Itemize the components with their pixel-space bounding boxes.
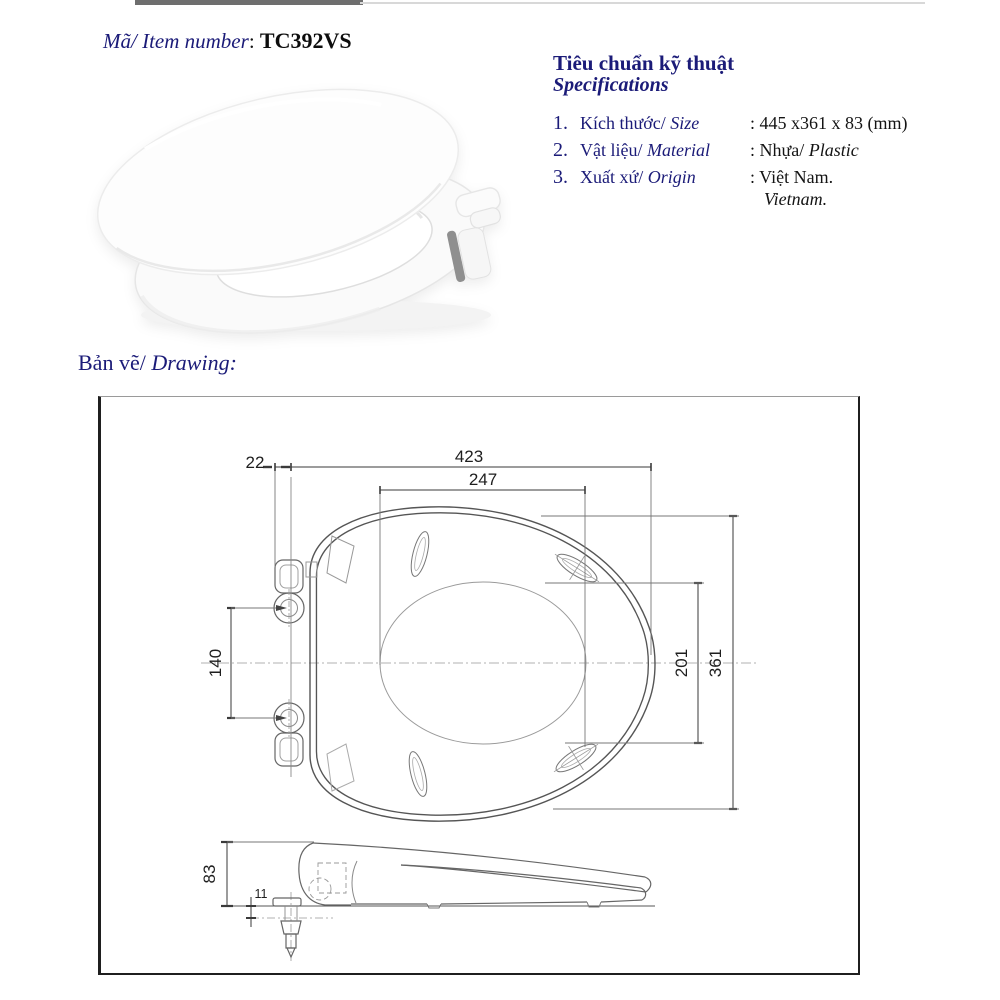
dim-total-length-label: 423 [454, 447, 484, 466]
spec-label-vi: Vật liệu/ [580, 140, 643, 160]
hinge-slot [446, 224, 492, 282]
dim-rear-offset-label: 22 [245, 453, 265, 472]
hinge-plate-detail [327, 536, 354, 583]
spec-label-vi: Kích thước/ [580, 113, 666, 133]
technical-drawing-box [98, 396, 860, 975]
spec-label-vi: Xuất xứ/ [580, 167, 644, 187]
hinge-plate-detail-bottom [327, 744, 354, 791]
side-seat-bottom [351, 900, 642, 904]
technical-drawing [101, 397, 856, 971]
photo-crop-artifact-light [360, 2, 925, 4]
bumper-top-right [548, 542, 607, 593]
side-hinge-hidden-box [318, 863, 346, 893]
specs-title-en: Specifications [553, 74, 669, 96]
dim-opening-length-label: 247 [468, 470, 498, 489]
side-hinge-rear-edge [352, 861, 357, 903]
photo-crop-artifact-dark [135, 0, 363, 5]
dim-base-gap-label: 11 [254, 887, 268, 901]
item-number-label-en: Item number [136, 29, 249, 53]
drawing-label-vi: Bản vẽ/ [78, 350, 146, 375]
dimension-base-gap [246, 887, 268, 927]
drawing-section-label [78, 350, 237, 376]
spec-row-number: 1. [553, 112, 568, 134]
dim-overall-width-label: 361 [706, 648, 725, 678]
product-photo [66, 80, 546, 350]
mounting-bolt [251, 892, 333, 961]
side-hinge-outline [299, 843, 351, 905]
item-number-label-vi: Mã/ [103, 29, 137, 53]
hinge-side-tab [306, 562, 317, 577]
dim-height-label: 83 [200, 864, 219, 884]
spec-label-en: Material [642, 140, 710, 160]
side-lid-bottom [401, 865, 646, 892]
dim-hinge-spacing-label: 140 [206, 648, 225, 678]
spec-value-line2: Vietnam. [764, 189, 828, 209]
spec-row-size [553, 112, 993, 139]
side-hinge-hidden-pivot [309, 878, 331, 900]
side-view [231, 843, 655, 961]
specifications-section [553, 52, 993, 214]
item-number-code: TC392VS [259, 28, 352, 53]
spec-row-number: 3. [553, 166, 568, 188]
dimension-rear-offset [246, 453, 291, 567]
hinge-top [274, 560, 304, 627]
bumper-top-left [408, 530, 433, 578]
spec-row-origin [553, 166, 993, 214]
item-number-colon: : [248, 29, 260, 53]
spec-label-en: Size [665, 113, 700, 133]
specs-title-vi: Tiêu chuẩn kỹ thuật [553, 51, 735, 75]
spec-value: : Nhựa/ [750, 140, 805, 160]
spec-value: : 445 x361 x 83 (mm) [750, 113, 908, 133]
spec-label-en: Origin [643, 167, 696, 187]
bumper-bottom-right [547, 732, 606, 783]
side-lid-tip [645, 877, 651, 892]
dim-opening-width-label: 201 [672, 648, 691, 678]
spec-value: : Việt Nam. [750, 167, 834, 187]
dimension-opening-length [380, 470, 585, 747]
seat-outer-contour [310, 507, 655, 821]
seat-inner-rim [316, 513, 648, 815]
hinge-bottom [274, 699, 304, 766]
drawing-label-en: Drawing: [145, 350, 237, 375]
item-number-line [103, 28, 352, 54]
seat-opening [380, 582, 586, 744]
spec-value-italic: Plastic [804, 140, 859, 160]
specs-rows [553, 112, 993, 214]
spec-row-material [553, 139, 993, 166]
bumper-bottom-left [406, 750, 431, 798]
spec-row-number: 2. [553, 139, 568, 161]
side-seat-front [641, 888, 646, 900]
